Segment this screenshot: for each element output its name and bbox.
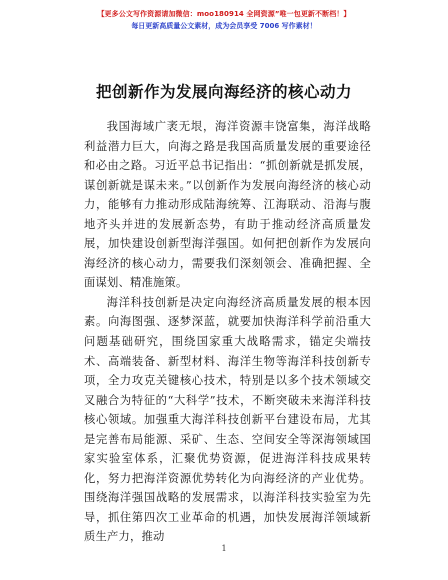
body-paragraph-1: 我国海域广袤无垠，海洋资源丰饶富集，海洋战略利益潜力巨大，向海之路是我国高质量发展的重要途径和必由之路。习近平总书记指出：“抓创新就是抓发展，谋创新就是谋未来。”以创新作为发展向海经济的核心动力，能够有力推动形成陆海统筹、江海联动、沿海与腹地齐头并进的发展新态势，有助于推动经济高质量发展，加快建设创新型海洋强国。如何把创新作为发展向海经济的核心动力，需要我们深刻领会、准确把握、全面谋划、精准施策。: [84, 120, 371, 290]
promo-banner: [0, 8, 448, 32]
document-title: 把创新作为发展向海经济的核心动力: [95, 83, 352, 101]
promo-banner-line2: 每日更新高质量公文素材，成为会员享受 7006 写作素材！: [131, 22, 317, 30]
document-body: [84, 117, 371, 547]
body-paragraph-2: 海洋科技创新是决定向海经济高质量发展的根本因素。向海图强、逐梦深蓝，就要加快海洋科学前沿重大问题基础研究，围绕国家重大战略需求，锚定尖端技术、高端装备、新型材料、海洋生物等海洋科技创新专项，全力攻克关键核心技术，特别是以多个技术领域交叉融合为特征的“大科学”技术，不断突破未来海洋科技核心领域。加强重大海洋科技创新平台建设布局，尤其是完善布局能源、采矿、生态、空间安全等深海领域国家实验室体系，汇聚优势资源，促进海洋科技成果转化，努力把海洋资源优势转化为向海经济的产业优势。围绕海洋强国战略的发展需求，以海洋科技实验室为先导，抓住第四次工业革命的机遇，加快发展海洋领域新质生产力，推动: [84, 295, 371, 544]
page-number: 1: [221, 544, 227, 553]
promo-banner-line1: 【更多公文写作资源请加微信：moo180914 全网资源”唯一包更新不断档！】: [97, 10, 351, 18]
